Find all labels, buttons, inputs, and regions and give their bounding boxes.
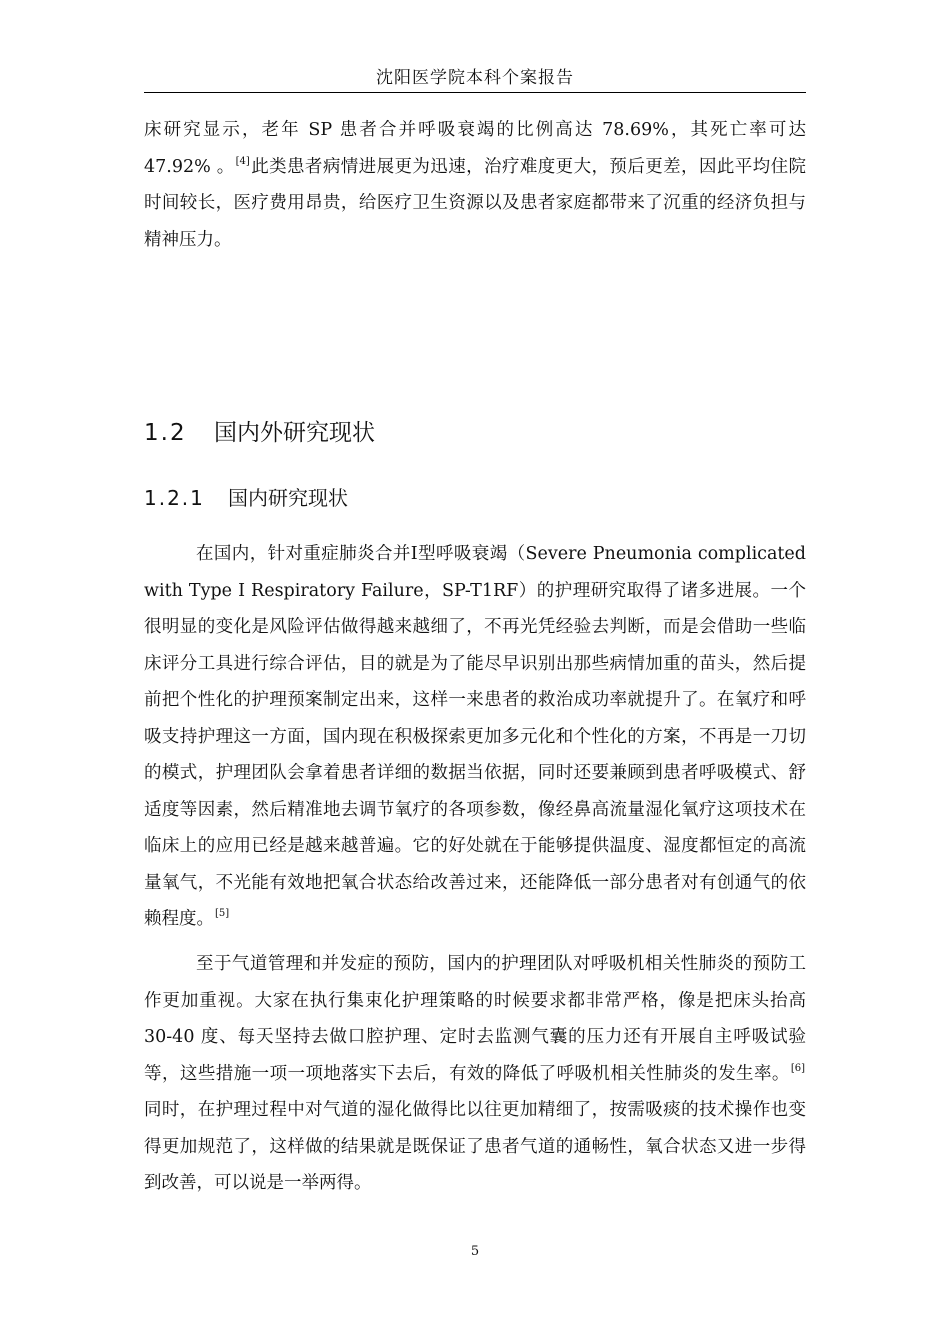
citation-marker[interactable]: [5] [215,908,230,919]
paragraph-text: 床研究显示，老年 SP 患者合并呼吸衰竭的比例高达 78.69%，其死亡率可达 47.92% 。 [144,120,806,177]
citation-marker[interactable]: [4] [235,155,250,167]
subsection-title: 国内研究现状 [228,486,348,510]
page-number: 5 [470,1244,480,1259]
paragraph-text: 此类患者病情进展更为迅速，治疗难度更大，预后更差，因此平均住院时间较长，医疗费用昂贵，给医疗卫生资源以及患者家庭都带来了沉重的经济负担与精神压力。 [144,156,807,250]
paragraph-clinical-burden [144,112,806,258]
subsection-number: 1.2.1 [144,486,205,510]
paragraph-domestic-research [144,536,806,938]
paragraph-text: 在国内，针对重症肺炎合并Ⅰ型呼吸衰竭（Severe Pneumonia complicated with Type I Respiratory Failure，SP-T1RF）的护理研究取得了诸多进展。一个很明显的变化是风险评估做得越来越细了，不再光凭经验去判断，而是会借助一些临床评分工具进行综合评估，目的就是为了能尽早识别出那些病情加重的苗头，然后提前把个性化的护理预案制定出来，这样一来患者的救治成功率就提升了。在氧疗和呼吸支持护理这一方面，国内现在积极探索更加多元化和个性化的方案，不再是一刀切的模式，护理团队会拿着患者详细的数据当依据，同时还要兼顾到患者呼吸模式、舒适度等因素，然后精准地去调节氧疗的各项参数，像经鼻高流量湿化氧疗这项技术在临床上的应用已经是越来越普遍。它的好处就在于能够提供温度、湿度都恒定的高流量氧气，不光能有效地把氧合状态给改善过来，还能降低一部分患者对有创通气的依赖程度。 [144,544,806,929]
paragraph-text: 同时，在护理过程中对气道的湿化做得比以往更加精细了，按需吸痰的技术操作也变得更加规范了，这样做的结果就是既保证了患者气道的通畅性，氧合状态又进一步得到改善，可以说是一举两得。 [144,1100,806,1193]
paragraph-airway-management [144,946,806,1202]
section-title: 国内外研究现状 [214,420,375,446]
section-number: 1.2 [144,420,187,446]
page-header [144,68,806,88]
citation-marker[interactable]: [6] [790,1062,805,1074]
section-heading [144,418,375,448]
header-title: 沈阳医学院本科个案报告 [376,68,574,88]
subsection-heading [144,484,348,512]
header-divider [144,92,806,93]
paragraph-text: 至于气道管理和并发症的预防，国内的护理团队对呼吸机相关性肺炎的预防工作更加重视。大家在执行集束化护理策略的时候要求都非常严格，像是把床头抬高 30-40 度、每天坚持去做口腔护理、定时去监测气囊的压力还有开展自主呼吸试验等，这些措施一项一项地落实下去后，有效的降低了呼吸机相关性肺炎的发生率。 [144,954,806,1084]
